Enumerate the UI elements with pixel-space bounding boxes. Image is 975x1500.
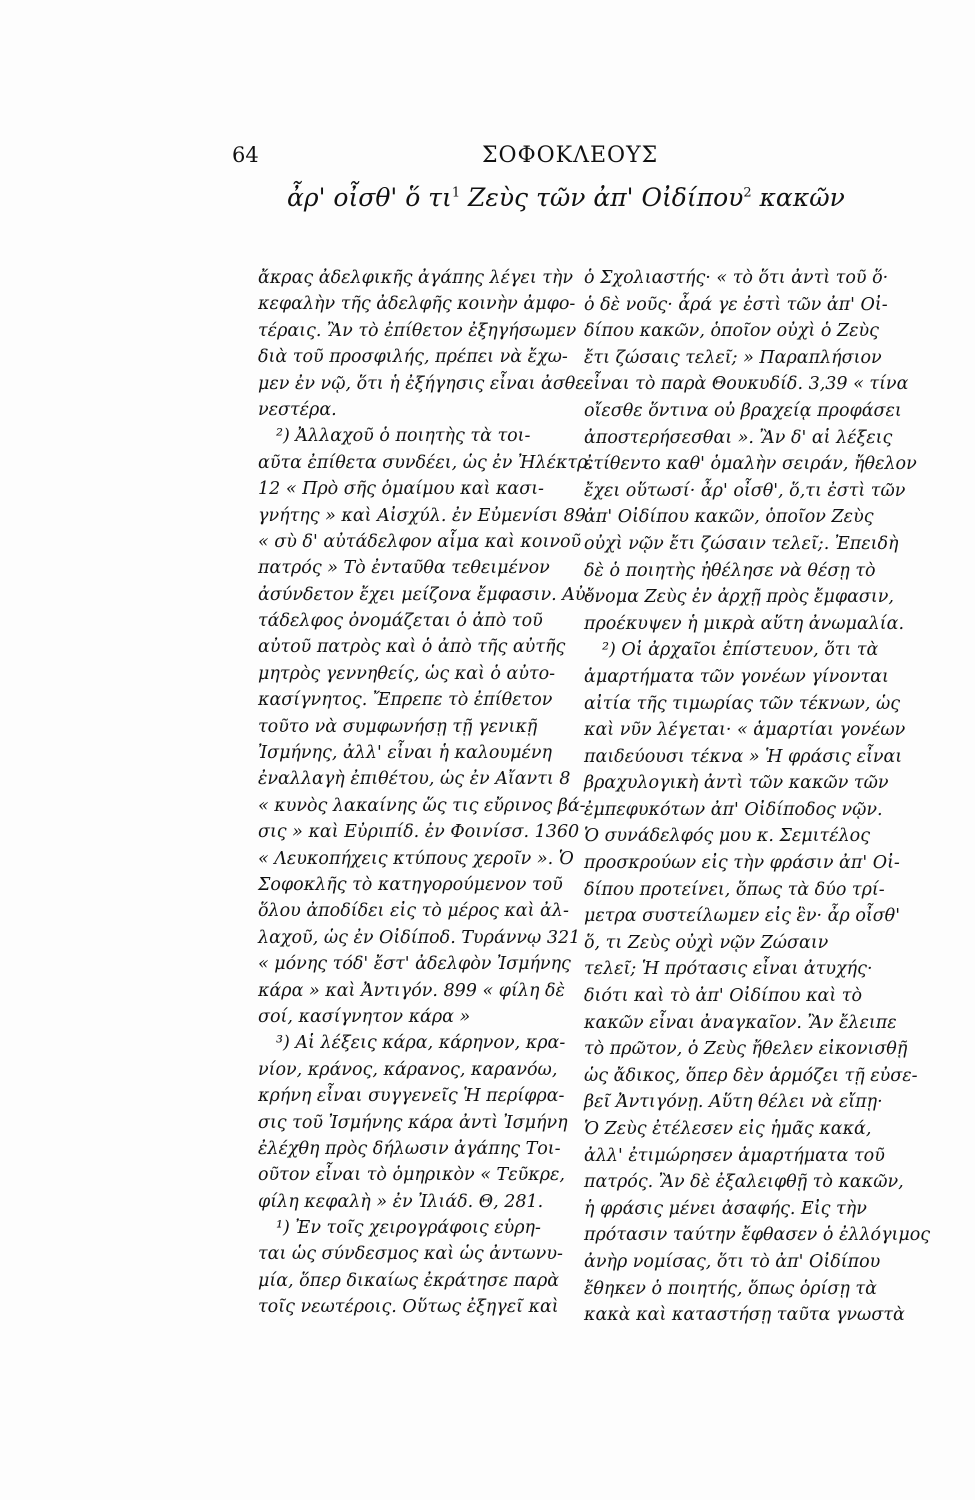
text-line: ἀπ' Οἰδίπου κακῶν, ὁποῖον Ζεὺς [584, 507, 874, 528]
text-line: δίπου κακῶν, ὁποῖον οὐχὶ ὁ Ζεὺς [584, 321, 879, 342]
text-line: καὶ νῦν λέγεται· « ἁμαρτίαι γονέων [584, 720, 906, 741]
footnote-mark-2: 2 [743, 185, 752, 201]
text-line: κάρα » καὶ Ἀντιγόν. 899 « φίλη δὲ [258, 980, 565, 1001]
footnote-start: ²) Οἱ ἀρχαῖοι ἐπίστευον, ὅτι τὰ [602, 640, 879, 661]
text-line: ἐναλλαγὴ ἐπιθέτου, ὡς ἐν Αἴαντι 8 [258, 769, 571, 790]
page-number: 64 [232, 143, 259, 167]
text-line: ἁμαρτήματα τῶν γονέων γίνονται [584, 666, 889, 687]
text-line: κακὰ καὶ καταστήσῃ ταῦτα γνωστὰ [584, 1305, 905, 1326]
text-line: σοί, κασίγνητον κάρα » [258, 1006, 471, 1027]
text-line: « Λευκοπήχεις κτύπους χεροῖν ». Ὁ [258, 848, 574, 869]
text-line: « μόνης τόδ' ἔστ' ἀδελφὸν Ἰσμήνης [258, 954, 571, 975]
text-line: αἰτία τῆς τιμωρίας τῶν τέκνων, ὡς [584, 693, 901, 714]
text-line: μετρα συστείλωμεν εἰς ἓν· ἆρ οἶσθ' [584, 906, 901, 927]
text-line: ἀνὴρ νομίσας, ὅτι τὸ ἀπ' Οἰδίπου [584, 1251, 881, 1272]
text-line: πρότασιν ταύτην ἔφθασεν ὁ ἐλλόγιμος [584, 1225, 931, 1246]
text-line: αῦτα ἐπίθετα συνδέει, ὡς ἐν Ἠλέκτρ. [258, 452, 593, 473]
text-line: ἐτίθεντο καθ' ὁμαλὴν σειράν, ἤθελον [584, 454, 917, 475]
text-line: κακῶν εἶναι ἀναγκαῖον. Ἂν ἔλειπε [584, 1012, 897, 1033]
text-line: διὰ τοῦ προσφιλής, πρέπει νὰ ἔχω- [258, 347, 568, 368]
verse-text-middle: Ζεὺς τῶν ἀπ' Οἰδίπου [460, 183, 744, 212]
text-line: ἀσύνδετον ἔχει μείζονα ἔμφασιν. Αὐ- [258, 584, 592, 605]
footnote-start: ¹) Ἐν τοῖς χειρογράφοις εὑρη- [276, 1218, 541, 1239]
text-line: μεν ἐν νῷ, ὅτι ἡ ἐξήγησις εἶναι ἀσθε- [258, 373, 591, 394]
left-commentary-column [258, 265, 593, 1321]
text-line: τοῖς νεωτέροις. Οὕτως ἐξηγεῖ καὶ [258, 1297, 559, 1318]
text-line: ὅλου ἀποδίδει εἰς τὸ μέρος καὶ ἀλ- [258, 901, 569, 922]
text-line: Ἰσμήνης, ἀλλ' εἶναι ἡ καλουμένη [258, 743, 552, 764]
text-line: δίπου προτείνει, ὅπως τὰ δύο τρί- [584, 879, 885, 900]
text-line: « σὺ δ' αὐτάδελφον αἷμα καὶ κοινοῦ [258, 531, 582, 552]
text-line: προσκρούων εἰς τὴν φράσιν ἀπ' Οἰ- [584, 853, 900, 874]
text-line: ἡ φράσις μένει ἀσαφής. Εἰς τὴν [584, 1198, 867, 1219]
text-line: βεῖ Ἀντιγόνῃ. Αὕτη θέλει νὰ εἴπῃ· [584, 1092, 883, 1113]
text-line: σις τοῦ Ἰσμήνης κάρα ἀντὶ Ἰσμήνη [258, 1112, 568, 1133]
text-line: τοῦτο νὰ συμφωνήσῃ τῇ γενικῇ [258, 716, 538, 737]
text-line: τελεῖ; Ἡ πρότασις εἶναι ἀτυχής· [584, 959, 873, 980]
text-line: τέραις. Ἂν τὸ ἐπίθετον ἐξηγήσωμεν [258, 320, 577, 341]
footnote-start: ³) Αἱ λέξεις κάρα, κάρηνον, κρα- [276, 1033, 566, 1054]
text-line: λαχοῦ, ὡς ἐν Οἰδίποδ. Τυράννῳ 321 [258, 927, 581, 948]
text-line: εἶναι τὸ παρὰ Θουκυδίδ. 3,39 « τίνα [584, 374, 909, 395]
text-line: μία, ὅπερ δικαίως ἐκράτησε παρὰ [258, 1270, 560, 1291]
text-line: τάδελφος ὀνομάζεται ὁ ἀπὸ τοῦ [258, 611, 543, 632]
text-line: πατρός. Ἂν δὲ ἐξαλειφθῇ τὸ κακῶν, [584, 1172, 904, 1193]
text-line: ἄκρας ἀδελφικῆς ἀγάπης λέγει τὴν [258, 268, 574, 288]
text-line: ἀλλ' ἐτιμώρησεν ἁμαρτήματα τοῦ [584, 1145, 885, 1166]
running-title: ΣΟΦΟΚΛΕΟΥΣ [482, 143, 659, 168]
text-line: « κυνὸς λακαίνης ὥς τις εὔρινος βά- [258, 795, 586, 816]
verse-text-end: κακῶν [751, 183, 845, 212]
text-line: ἐμπεφυκότων ἀπ' Οἰδίποδος νῷν. [584, 799, 883, 820]
text-line: δὲ ὁ ποιητὴς ἠθέλησε νὰ θέσῃ τὸ [584, 560, 876, 581]
text-line: σις » καὶ Εὐριπίδ. ἐν Φοινίσσ. 1360 [258, 822, 580, 843]
text-line: ὅ, τι Ζεὺς οὐχὶ νῷν Ζώσαιν [584, 932, 829, 953]
text-line: Σοφοκλῆς τὸ κατηγορούμενον τοῦ [258, 874, 563, 895]
text-line: κεφαλὴν τῆς ἀδελφῆς κοινὴν ἀμφο- [258, 294, 576, 315]
footnote-start: ²) Ἀλλαχοῦ ὁ ποιητὴς τὰ τοι- [276, 426, 531, 447]
text-line: πατρός » Τὸ ἐνταῦθα τεθειμένον [258, 558, 550, 579]
text-line: ται ὡς σύνδεσμος καὶ ὡς ἀντωνυ- [258, 1244, 563, 1265]
text-line: ἔχει οὕτωσί· ἆρ' οἶσθ', ὅ,τι ἐστὶ τῶν [584, 480, 906, 501]
text-line: νεστέρα. [258, 399, 337, 420]
text-line: Ὁ Ζεὺς ἐτέλεσεν εἰς ἡμᾶς κακά, [584, 1119, 872, 1139]
text-line: μητρὸς γεννηθείς, ὡς καὶ ὁ αὐτο- [258, 663, 556, 684]
text-line: κρήνη εἶναι συγγενεῖς Ἡ περίφρα- [258, 1086, 565, 1107]
right-commentary-column [584, 265, 931, 1329]
text-line: προέκυψεν ἡ μικρὰ αὕτη ἀνωμαλία. [584, 613, 905, 634]
text-line: οῦτον εἶναι τὸ ὁμηρικὸν « Τεῦκρε, [258, 1165, 565, 1186]
text-line: ὁ δὲ νοῦς· ἆρά γε ἐστὶ τῶν ἀπ' Οἰ- [584, 294, 888, 315]
text-line: ὡς ἄδικος, ὅπερ δὲν ἁρμόζει τῇ εὐσε- [584, 1065, 918, 1086]
text-line: ἀποστερήσεσθαι ». Ἂν δ' αἱ λέξεις [584, 427, 893, 448]
verse-text-start: ἆρ' οἶσθ' ὅ τι [287, 183, 452, 212]
text-line: ὁ Σχολιαστής· « τὸ ὅτι ἀντὶ τοῦ ὅ· [584, 268, 889, 288]
text-line: ἔτι ζώσαις τελεῖ; » Παραπλήσιον [584, 347, 882, 368]
text-line: κασίγνητος. Ἔπρεπε τὸ ἐπίθετον [258, 690, 553, 711]
footnote-mark-1: 1 [451, 185, 461, 201]
text-line: διότι καὶ τὸ ἀπ' Οἰδίπου καὶ τὸ [584, 986, 863, 1007]
text-line: οὐχὶ νῷν ἔτι ζώσαιν τελεῖ;. Ἐπειδὴ [584, 533, 899, 554]
text-line: αὐτοῦ πατρὸς καὶ ὁ ἀπὸ τῆς αὐτῆς [258, 637, 566, 658]
text-line: γνήτης » καὶ Αἰσχύλ. ἐν Εὐμενίσι 89 [258, 505, 586, 526]
text-line: 12 « Πρὸ σῆς ὁμαίμου καὶ κασι- [258, 479, 544, 500]
text-line: οἴεσθε ὅντινα οὐ βραχείᾳ προφάσει [584, 400, 902, 421]
verse-line [287, 183, 845, 212]
text-line: τὸ πρῶτον, ὁ Ζεὺς ἤθελεν εἰκονισθῇ [584, 1039, 908, 1060]
text-line: Ὁ συνάδελφός μου κ. Σεμιτέλος [584, 826, 871, 847]
text-line: ἔθηκεν ὁ ποιητής, ὅπως ὁρίσῃ τὰ [584, 1278, 877, 1299]
text-line: νίον, κράνος, κάρανος, καρανόω, [258, 1059, 558, 1080]
text-line: ὄνομα Ζεὺς ἐν ἀρχῇ πρὸς ἔμφασιν, [584, 587, 894, 608]
text-line: βραχυλογικὴ ἀντὶ τῶν κακῶν τῶν [584, 773, 889, 794]
text-line: ἐλέχθη πρὸς δήλωσιν ἀγάπης Τοι- [258, 1138, 561, 1159]
text-line: φίλη κεφαλὴ » ἐν Ἰλιάδ. Θ, 281. [258, 1191, 544, 1212]
text-line: παιδεύουσι τέκνα » Ἡ φράσις εἶναι [584, 746, 903, 767]
